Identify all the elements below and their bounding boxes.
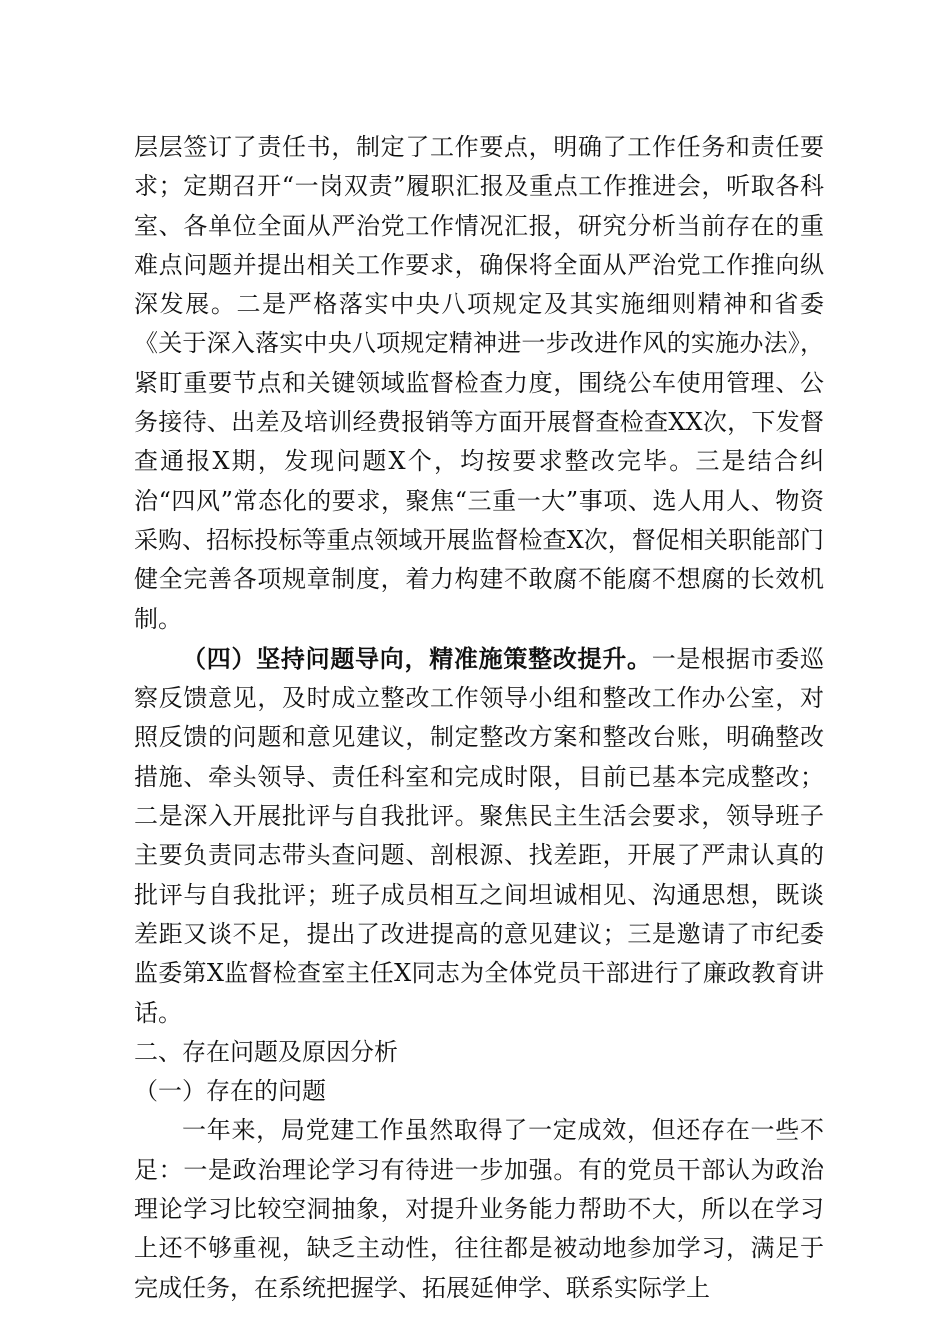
paragraph-body-text: 一是根据市委巡察反馈意见，及时成立整改工作领导小组和整改工作办公室，对照反馈的问题和意见建议，制定整改方案和整改台账，明确整改措施、牵头领导、责任科室和完成时限，目前已基本完成整改；二是深入开展批评与自我批评。聚焦民主生活会要求，领导班子主要负责同志带头查问题、剖根源、找差距，开展了严肃认真的批评与自我批评；班子成员相互之间坦诚相见、沟通思想，既谈差距又谈不足，提出了改进提高的意见建议；三是邀请了市纪委监委第X监督检查室主任X同志为全体党员干部进行了廉政教育讲话。 [134,644,825,1027]
document-body [134,128,824,1308]
section-heading: 二、存在问题及原因分析 [134,1037,398,1066]
paragraph-continuation: 层层签订了责任书，制定了工作要点，明确了工作任务和责任要求；定期召开“一岗双责”履职汇报及重点工作推进会，听取各科室、各单位全面从严治党工作情况汇报，研究分析当前存在的重难点问题并提出相关工作要求，确保将全面从严治党工作推向纵深发展。二是严格落实中央八项规定及其实施细则精神和省委《关于深入落实中央八项规定精神进一步改进作风的实施办法》，紧盯重要节点和关键领域监督检查力度，围绕公车使用管理、公务接待、出差及培训经费报销等方面开展督查检查XX次，下发督查通报X期，发现问题X个，均按要求整改完毕。三是结合纠治“四风”常态化的要求，聚焦“三重一大”事项、选人用人、物资采购、招标投标等重点领域开展监督检查X次，督促相关职能部门健全完善各项规章制度，着力构建不敢腐不能腐不想腐的长效机制。 [134,133,824,633]
paragraph-section-four [134,639,824,1033]
paragraph-lead-heading: （四）坚持问题导向，精准施策整改提升。 [182,643,652,673]
paragraph-problems: 一年来，局党建工作虽然取得了一定成效，但还存在一些不足：一是政治理论学习有待进一步加强。有的党员干部认为政治理论学习比较空洞抽象，对提升业务能力帮助不大，所以在学习上还不够重视，缺乏主动性，往往都是被动地参加学习，满足于完成任务，在系统把握学、拓展延伸学、联系实际学上 [134,1116,824,1302]
subsection-heading: （一）存在的问题 [134,1077,326,1106]
